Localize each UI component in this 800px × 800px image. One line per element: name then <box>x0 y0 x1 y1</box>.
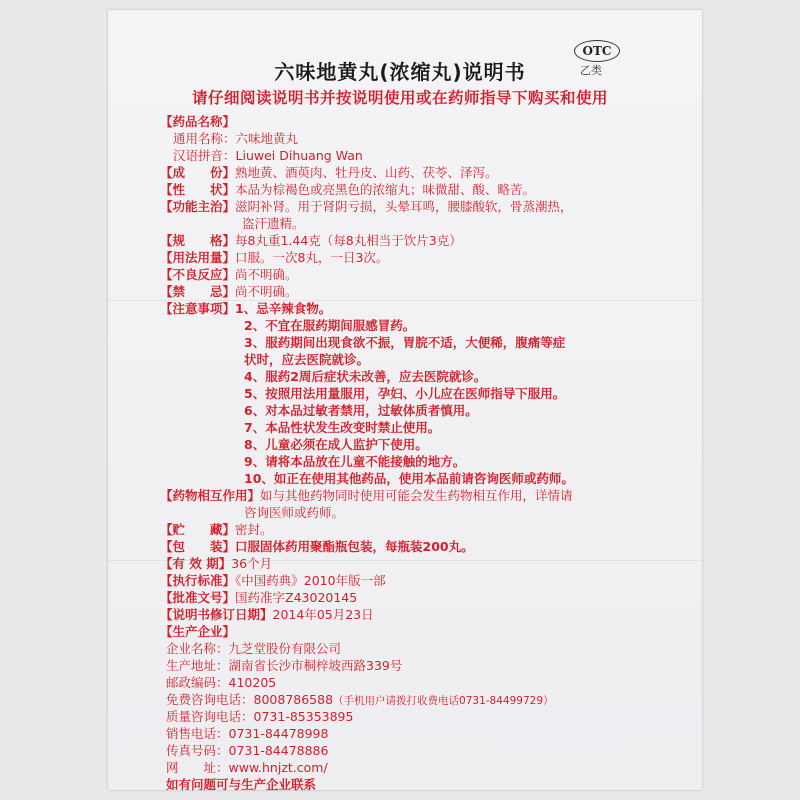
character-row <box>160 182 535 198</box>
indications-value-2: 盗汗遗精。 <box>242 216 305 231</box>
interactions-label: 【药物相互作用】 <box>160 488 261 503</box>
interactions-value-2: 咨询医师或药师。 <box>244 505 345 520</box>
pinyin-value: Liuwei Dihuang Wan <box>235 148 363 163</box>
precaution-line <box>244 437 428 453</box>
approval-value: 国药准字Z43020145 <box>235 590 358 605</box>
indications-row <box>160 199 573 215</box>
standard-label: 【执行标准】 <box>160 573 236 588</box>
generic-name-row <box>173 131 298 147</box>
web-value: www.hnjzt.com/ <box>228 760 328 775</box>
precaution-item: 1、忌辛辣食物。 <box>235 301 332 316</box>
ingredients-value: 熟地黄、酒萸肉、牡丹皮、山药、茯苓、泽泻。 <box>235 165 498 180</box>
usage-row <box>160 250 388 266</box>
drug-name-section <box>160 114 235 130</box>
pinyin-row <box>173 148 363 164</box>
specification-label: 【规 格】 <box>160 233 236 248</box>
adverse-row <box>160 267 298 283</box>
character-value: 本品为棕褐色或亮黑色的浓缩丸；味微甜、酸、略苦。 <box>235 182 536 197</box>
precaution-line <box>244 352 369 368</box>
manufacturer-section <box>160 624 235 640</box>
sales-row <box>166 726 328 742</box>
adverse-label: 【不良反应】 <box>160 267 236 282</box>
fax-value: 0731-84478886 <box>228 743 329 758</box>
quality-value: 0731-85353895 <box>253 709 354 724</box>
precaution-item: 10、如正在使用其他药品，使用本品前请咨询医师或药师。 <box>244 471 574 486</box>
usage-value: 口服。一次8丸，一日3次。 <box>235 250 389 265</box>
specification-value: 每8丸重1.44克（每8丸相当于饮片3克） <box>235 233 462 248</box>
hotline-label: 免费咨询电话： <box>166 692 254 707</box>
revision-row <box>160 607 374 623</box>
postcode-label: 邮政编码： <box>166 675 229 690</box>
contraindications-label: 【禁 忌】 <box>160 284 236 299</box>
hotline-value: 8008786588 <box>253 692 334 707</box>
ingredients-label: 【成 份】 <box>160 165 236 180</box>
precaution-item: 7、本品性状发生改变时禁止使用。 <box>244 420 441 435</box>
storage-value: 密封。 <box>235 522 273 537</box>
company-row <box>166 641 341 657</box>
storage-label: 【贮 藏】 <box>160 522 236 537</box>
usage-warning: 请仔细阅读说明书并按说明使用或在药师指导下购买和使用 <box>191 89 608 107</box>
postcode-value: 410205 <box>228 675 277 690</box>
precaution-item: 状时，应去医院就诊。 <box>244 352 370 367</box>
interactions-row <box>160 488 573 504</box>
fax-label: 传真号码： <box>166 743 229 758</box>
web-label: 网 址： <box>166 760 229 775</box>
hotline-row <box>166 692 554 709</box>
generic-name-label: 通用名称： <box>173 131 236 146</box>
quality-label: 质量咨询电话： <box>166 709 254 724</box>
validity-value: 36个月 <box>231 556 273 571</box>
precaution-line <box>244 454 465 470</box>
precaution-item: 9、请将本品放在儿童不能接触的地方。 <box>244 454 466 469</box>
precautions-label: 【注意事项】 <box>160 301 236 316</box>
precaution-item: 6、对本品过敏者禁用，过敏体质者慎用。 <box>244 403 478 418</box>
contraindications-value: 尚不明确。 <box>235 284 298 299</box>
standard-row <box>160 573 386 589</box>
address-value: 湖南省长沙市桐梓坡西路339号 <box>228 658 403 673</box>
precaution-line <box>244 335 565 351</box>
fax-row <box>166 743 328 759</box>
precaution-line <box>244 386 565 402</box>
indications-label: 【功能主治】 <box>160 199 236 214</box>
precautions-row <box>160 301 331 317</box>
interactions-value: 如与其他药物同时使用可能会发生药物相互作用，详情请 <box>260 488 573 503</box>
adverse-value: 尚不明确。 <box>235 267 298 282</box>
postcode-row <box>166 675 276 691</box>
contact-note-row <box>166 777 316 793</box>
packaging-value: 口服固体药用聚酯瓶包装，每瓶装200丸。 <box>235 539 474 554</box>
precaution-item: 2、不宜在服药期间服感冒药。 <box>244 318 416 333</box>
company-label: 企业名称： <box>166 641 229 656</box>
ingredients-row <box>160 165 498 181</box>
interactions-row-2 <box>244 505 344 521</box>
company-value: 九芝堂股份有限公司 <box>228 641 342 656</box>
otc-class: 乙类 <box>580 64 602 77</box>
precaution-line <box>244 420 440 436</box>
character-label: 【性 状】 <box>160 182 236 197</box>
manufacturer-label: 【生产企业】 <box>160 624 236 639</box>
document-title: 六味地黄丸(浓缩丸)说明书 <box>274 60 526 84</box>
precaution-item: 8、儿童必须在成人监护下使用。 <box>244 437 428 452</box>
precaution-line <box>244 403 478 419</box>
drug-name-label: 【药品名称】 <box>160 114 236 129</box>
sales-label: 销售电话： <box>166 726 229 741</box>
storage-row <box>160 522 273 538</box>
approval-row <box>160 590 357 606</box>
revision-value: 2014年05月23日 <box>272 607 374 622</box>
address-row <box>166 658 402 674</box>
otc-mark: OTC <box>574 40 620 62</box>
precaution-line <box>244 471 574 487</box>
validity-label: 【有 效 期】 <box>160 556 232 571</box>
precaution-item: 3、服药期间出现食欲不振，胃脘不适，大便稀，腹痛等症 <box>244 335 566 350</box>
contraindications-row <box>160 284 298 300</box>
packaging-row <box>160 539 474 555</box>
generic-name-value: 六味地黄丸 <box>235 131 299 146</box>
precaution-line <box>244 369 486 385</box>
sales-value: 0731-84478998 <box>228 726 329 741</box>
standard-value: 《中国药典》2010年版一部 <box>235 573 386 588</box>
approval-label: 【批准文号】 <box>160 590 236 605</box>
validity-row <box>160 556 272 572</box>
precaution-line <box>244 318 415 334</box>
hotline-note: （手机用户请拨打收费电话0731-84499729） <box>333 695 554 707</box>
usage-label: 【用法用量】 <box>160 250 236 265</box>
quality-row <box>166 709 353 725</box>
specification-row <box>160 233 462 249</box>
contact-note: 如有问题可与生产企业联系 <box>166 777 317 792</box>
indications-row-2 <box>242 216 305 232</box>
pinyin-label: 汉语拼音： <box>173 148 236 163</box>
web-row <box>166 760 328 776</box>
address-label: 生产地址： <box>166 658 229 673</box>
precaution-item: 4、服药2周后症状未改善，应去医院就诊。 <box>244 369 487 384</box>
precaution-item: 5、按照用法用量服用，孕妇、小儿应在医师指导下服用。 <box>244 386 566 401</box>
revision-label: 【说明书修订日期】 <box>160 607 273 622</box>
indications-value: 滋阴补肾。用于肾阴亏损，头晕耳鸣，腰膝酸软，骨蒸潮热， <box>235 199 573 214</box>
packaging-label: 【包 装】 <box>160 539 236 554</box>
